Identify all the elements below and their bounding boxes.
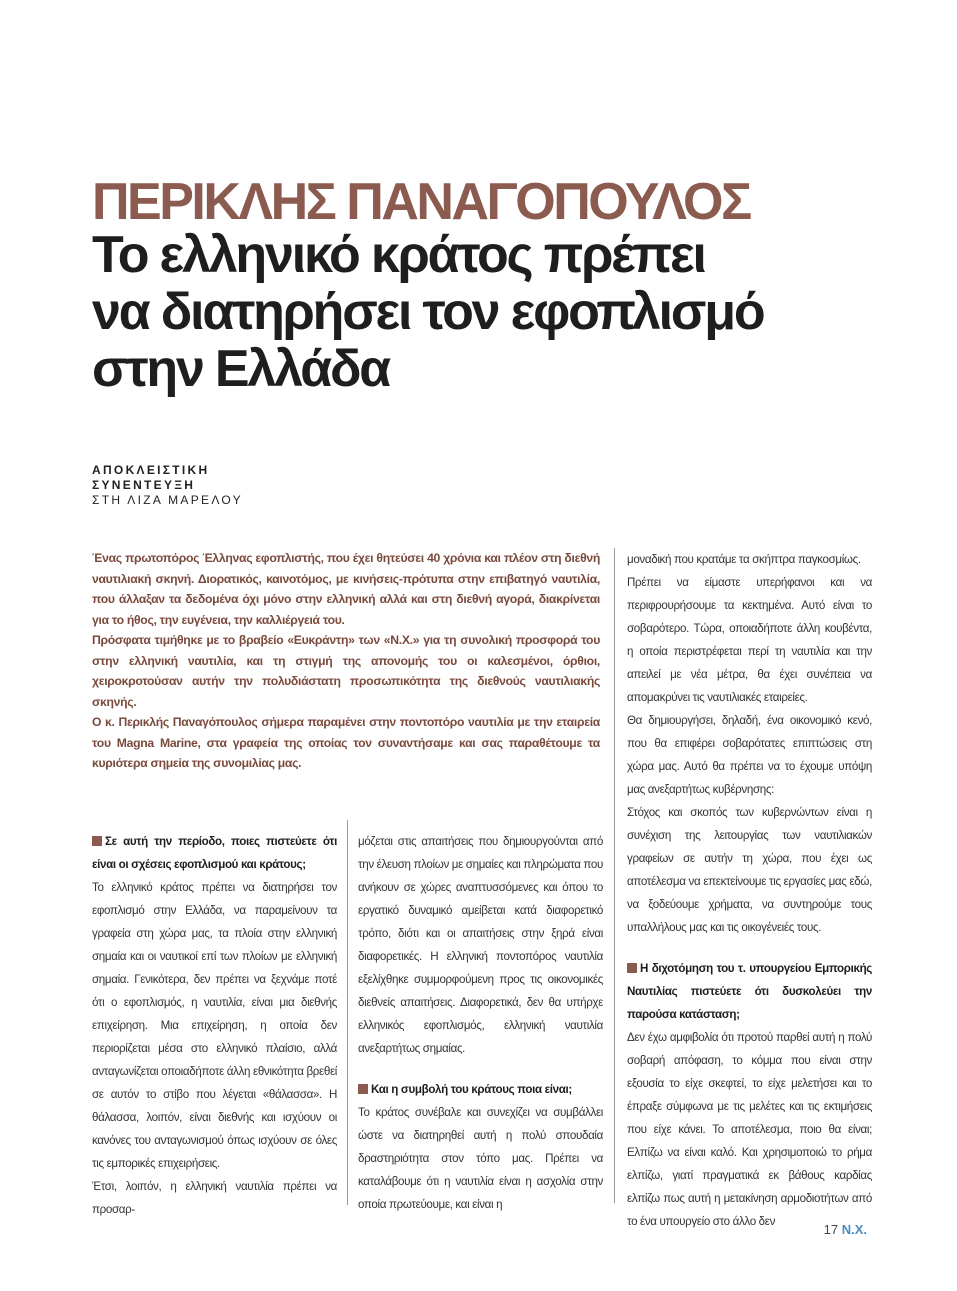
byline [92, 463, 243, 508]
question-text: Η διχοτόμηση του τ. υπουργείου Εμπορικής Ναυτιλίας πιστεύετε ότι δυσκολεύει την παρούσα κατάσταση; [627, 962, 872, 1021]
column-1 [92, 830, 337, 1221]
question-text: Σε αυτή την περίοδο, ποιες πιστεύετε ότι είναι οι σχέσεις εφοπλισμού και κράτους; [92, 835, 337, 871]
square-bullet-icon [627, 963, 637, 973]
byline-author: ΣΤΗ ΛΙΖΑ ΜΑΡΕΛΟΥ [92, 493, 243, 507]
square-bullet-icon [92, 836, 102, 846]
headline-line: Το ελληνικό κράτος πρέπει [92, 226, 705, 284]
answer-paragraph: μόζεται στις απαιτήσεις που δημιουργούνται από την έλευση πλοίων με σημαίες και πληρώματα που ανήκουν σε χώρες αναπτυσσόμενες και όπου το εργατικό δυναμικό αμείβεται κατά διαφορετικό τρόπο, διότι και οι απαιτήσεις στην ξηρά είναι διαφορετικές. Η ελληνική ποντοπόρος ναυτιλία εξελίχθηκε συμμορφούμενη προς τις οικονομικές διεθνείς απαιτήσεις. Διαφορετικά, δεν θα υπήρχε ελληνικός εφοπλισμός, ελληνική ναυτιλία ανεξαρτήτως σημαίας. [358, 835, 603, 1055]
answer-paragraph: Θα δημιουργήσει, δηλαδή, ένα οικονομικό κενό, που θα επιφέρει σοβαρότατες επιπτώσεις στη χώρα μας. Αυτό θα πρέπει να το έχουμε υπόψη μας ανεξαρτήτως κυβέρνησης: [627, 714, 872, 796]
answer-paragraph: Το κράτος συνέβαλε και συνεχίζει να συμβάλλει ώστε να διατηρηθεί αυτή η πολύ σπουδαία δραστηριότητα στον τόπο μας. Πρέπει να καταλάβουμε ότι η ναυτιλία είναι η ασχολία στην οποία πρωτεύουμε, και είναι η [358, 1106, 603, 1211]
question [627, 957, 872, 1026]
lead-paragraph: Ένας πρωτοπόρος Έλληνας εφοπλιστής, που έχει θητεύσει 40 χρόνια και πλέον στη διεθνή ναυτιλιακή σκηνή. Διορατικός, καινοτόμος, με κινήσεις-πρότυπα στην επιβατηγό ναυτιλία, που άλλαξαν τα δεδομένα όχι μόνο στην ελληνική αλλά και στη διεθνή αγορά, διακρίνεται για το ήθος, την ευγένεια, την καλλιέργειά του. [92, 551, 600, 627]
magazine-logo: Ν.Χ. [841, 1222, 867, 1237]
answer-paragraph: Πρέπει να είμαστε υπερήφανοι και να περιφρουρήσουμε τα κεκτημένα. Αυτό είναι το σοβαρότερο. Τώρα, οποιαδήποτε άλλη κουβέντα, η οποία περιστρέφεται περί τη ναυτιλία και την απειλεί με νέα μέτρα, θα έχει συνέπεια να απομακρύνει τις ναυτιλιακές εταιρείες. [627, 576, 872, 704]
question [358, 1078, 603, 1101]
headline [92, 227, 763, 398]
square-bullet-icon [358, 1084, 368, 1094]
answer-paragraph: μοναδική που κρατάμε τα σκήπτρα παγκοσμίως. [627, 553, 861, 566]
column-3 [627, 548, 872, 1233]
answer-paragraph: Στόχος και σκοπός των κυβερνώντων είναι η συνέχιση της λειτουργίας των ναυτιλιακών γραφείων σε αυτήν τη χώρα, που έχει ως αποτέλεσμα να επεκτείνουμε τις εργασίες μας εδώ, να ξοδεύουμε χρήματα, να συντηρούμε τους υπαλλήλους μας και τις οικογένειές τους. [627, 806, 872, 934]
interviewee-name: ΠΕΡΙΚΛΗΣ ΠΑΝΑΓΟΠΟΥΛΟΣ [92, 173, 750, 231]
lead-intro [92, 548, 600, 774]
column-divider [614, 548, 615, 1203]
answer-paragraph: Έτσι, λοιπόν, η ελληνική ναυτιλία πρέπει να προσαρ- [92, 1180, 337, 1216]
column-divider [347, 820, 348, 1205]
byline-label: ΣΥΝΕΝΤΕΥΞΗ [92, 478, 196, 492]
headline-line: στην Ελλάδα [92, 340, 390, 398]
answer-paragraph: Το ελληνικό κράτος πρέπει να διατηρήσει τον εφοπλισμό στην Ελλάδα, να παραμείνουν τα γραφεία στη χώρα μας, τα πλοία στην ελληνική σημαία και οι ναυτικοί επί των πλοίων με ελληνική σημαία. Γενικότερα, δεν πρέπει να ξεχνάμε ποτέ ότι ο εφοπλισμός, η ναυτιλία, είναι μια διεθνής επιχείρηση. Μια επιχείρηση, η οποία δεν περιορίζεται μέσα στο ελληνικό πλαίσιο, αλλά ανταγωνίζεται οποιαδήποτε άλλη εθνικότητα βρεθεί σε αυτόν το στίβο που λέγεται «θάλασσα». Η θάλασσα, λοιπόν, είναι διεθνής και ισχύουν οι κανόνες του ανταγωνισμού όπως ισχύουν σε όλες τις εμπορικές επιχειρήσεις. [92, 881, 337, 1170]
byline-label: ΑΠΟΚΛΕΙΣΤΙΚΗ [92, 463, 210, 477]
page-footer [824, 1222, 867, 1237]
question [92, 830, 337, 876]
lead-paragraph: Πρόσφατα τιμήθηκε με το βραβείο «Ευκράντη» των «Ν.Χ.» για τη συνολική προσφορά του στην ελληνική ναυτιλία, και τη στιγμή της απονομής του οι καλεσμένοι, όρθιοι, χειροκροτούσαν αυτήν την πολυδιάστατη προσωπικότητα της διεθνούς ναυτιλιακής σκηνής. [92, 633, 600, 709]
column-2 [358, 830, 603, 1216]
page-number: 17 [823, 1222, 839, 1237]
question-text: Και η συμβολή του κράτους ποια είναι; [371, 1083, 572, 1096]
answer-paragraph: Δεν έχω αμφιβολία ότι προτού παρθεί αυτή η πολύ σοβαρή απόφαση, το κόμμα που είναι στην εξουσία το είχε σκεφτεί, το είχε μελετήσει και το έπραξε σύμφωνα με τις μελέτες και τις εκτιμήσεις που είχε κάνει. Το αποτέλεσμα, ποιο θα είναι; Ελπίζω να είναι καλό. Και χρησιμοποιώ το ρήμα ελπίζω, γιατί πραγματικά εκ βάθους καρδίας ελπίζω πως αυτή η μετακίνηση αρμοδιοτήτων από το ένα υπουργείο στο άλλο δεν [627, 1031, 872, 1228]
lead-paragraph: Ο κ. Περικλής Παναγόπουλος σήμερα παραμένει στην ποντοπόρο ναυτιλία με την εταιρεία του Magna Marine, στα γραφεία της οποίας τον συναντήσαμε και σας παραθέτουμε τα κυριότερα σημεία της συνομιλίας μας. [92, 715, 600, 770]
headline-line: να διατηρήσει τον εφοπλισμό [92, 283, 764, 341]
